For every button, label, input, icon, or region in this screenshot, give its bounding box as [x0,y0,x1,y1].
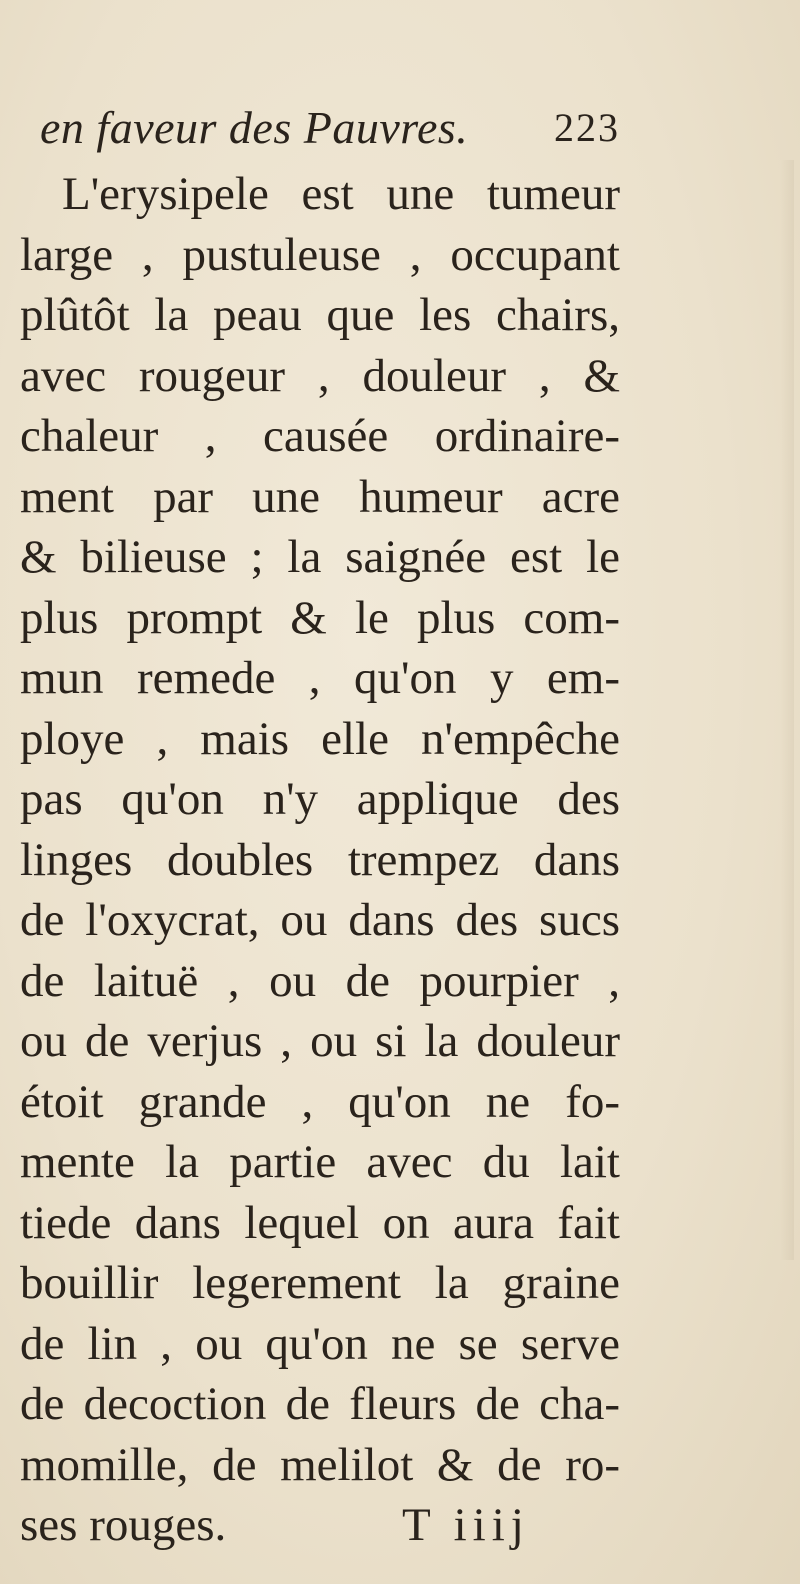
text-line: mente la partie avec du lait [20,1136,620,1188]
body-text [20,164,620,1556]
text-line: avec rougeur , douleur , & [20,349,620,402]
text-line-last: ses rouges. [20,1499,227,1551]
running-head [40,96,620,160]
text-line: ment par une humeur acre [20,470,620,523]
text-line: tiede dans lequel on aura fait [20,1196,620,1249]
page-edge-shadow [780,160,794,1260]
text-line: mun remede , qu'on y em- [20,652,620,704]
text-line: ploye , mais elle n'empêche [20,712,620,765]
text-line: de laituë , ou de pourpier , [20,954,620,1007]
text-line: ou de verjus , ou si la douleur [20,1015,620,1067]
final-line-row [20,1495,620,1556]
running-head-title: en faveur des Pauvres. [40,102,469,153]
text-line: plûtôt la peau que les chairs, [20,289,620,341]
text-line: momille, de melilot & de ro- [20,1438,620,1491]
text-line: de l'oxycrat, ou dans des sucs [20,894,620,946]
text-line: large , pustuleuse , occupant [20,228,620,281]
text-line: linges doubles trempez dans [20,833,620,886]
text-line: de decoction de fleurs de cha- [20,1378,620,1430]
text-line: L'erysipele est une tumeur [62,168,620,220]
text-line: pas qu'on n'y applique des [20,773,620,825]
text-line: & bilieuse ; la saignée est le [20,531,620,583]
page-number: 223 [554,105,620,150]
text-line: bouillir legerement la graine [20,1257,620,1309]
text-line: étoit grande , qu'on ne fo- [20,1075,620,1128]
text-line: chaleur , causée ordinaire- [20,410,620,462]
text-line: de lin , ou qu'on ne se serve [20,1317,620,1370]
signature-mark: T iiij [402,1499,530,1551]
text-line: plus prompt & le plus com- [20,591,620,644]
